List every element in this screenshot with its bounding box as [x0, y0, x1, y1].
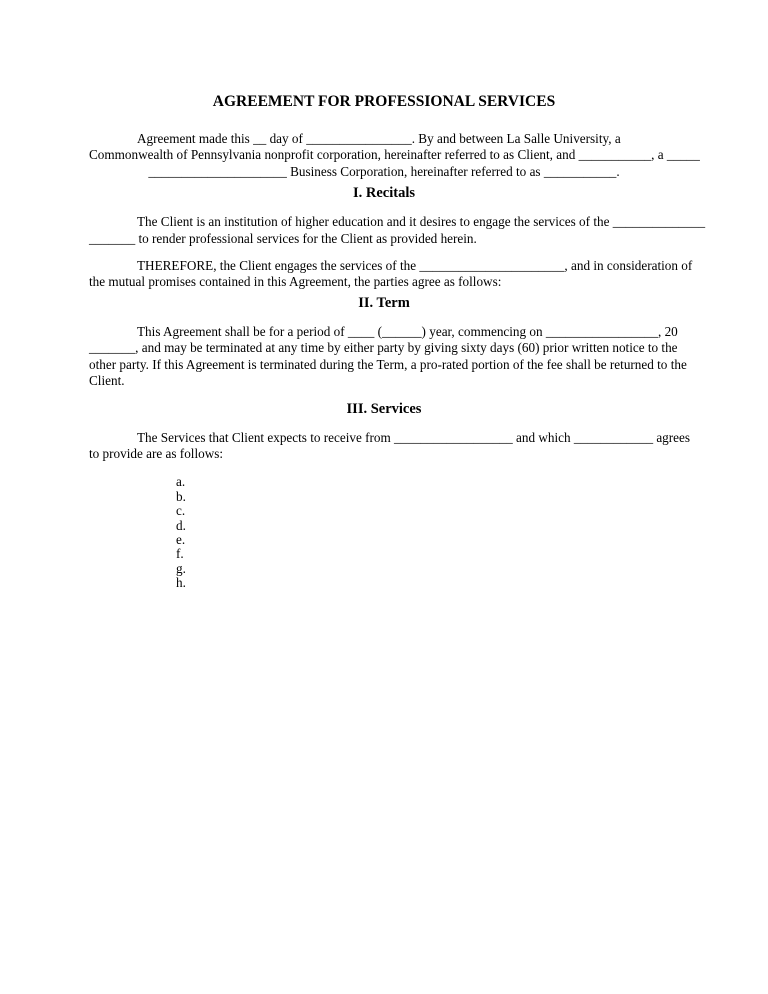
- services-line-1: The Services that Client expects to receive from __________________ and which ____________ agrees: [137, 430, 691, 445]
- recitals-p2-line-1: THEREFORE, the Client engages the services of the ______________________, and in consideration of: [137, 258, 693, 273]
- recitals-p2-line-2: the mutual promises contained in this Agreement, the parties agree as follows:: [89, 274, 502, 289]
- term-line-4: Client.: [89, 373, 125, 388]
- intro-line-2: Commonwealth of Pennsylvania nonprofit corporation, hereinafter referred to as Client, and ___________, a _____: [89, 147, 700, 162]
- services-list-item-b: b.: [176, 489, 186, 504]
- services-list-item-a: a.: [176, 474, 186, 489]
- recitals-p1-line-1: The Client is an institution of higher education and it desires to engage the services of the ______________: [137, 214, 706, 229]
- services-line-2: to provide are as follows:: [89, 446, 224, 461]
- term-line-2: _______, and may be terminated at any time by either party by giving sixty days (60) prior written notice to the: [89, 340, 678, 355]
- services-list-item-c: c.: [176, 503, 186, 518]
- term-line-1: This Agreement shall be for a period of ____ (______) year, commencing on _________________, 20: [137, 324, 678, 339]
- recitals-p1-line-2: _______ to render professional services for the Client as provided herein.: [89, 231, 477, 246]
- services-list-item-e: e.: [176, 532, 186, 547]
- section-heading-term: II. Term: [358, 295, 410, 311]
- services-list-item-h: h.: [176, 575, 186, 590]
- services-list-item-g: g.: [176, 561, 186, 576]
- section-heading-services: III. Services: [346, 401, 422, 417]
- intro-line-3: _____________________ Business Corporation, hereinafter referred to as ___________.: [148, 164, 620, 179]
- section-heading-recitals: I. Recitals: [352, 185, 415, 201]
- services-list-item-d: d.: [176, 518, 186, 533]
- services-list-item-f: f.: [176, 546, 184, 561]
- document-title: AGREEMENT FOR PROFESSIONAL SERVICES: [212, 93, 556, 110]
- intro-line-1: Agreement made this __ day of ________________. By and between La Salle University, a: [137, 131, 621, 146]
- term-line-3: other party. If this Agreement is terminated during the Term, a pro-rated portion of the fee shall be returned to the: [89, 357, 687, 372]
